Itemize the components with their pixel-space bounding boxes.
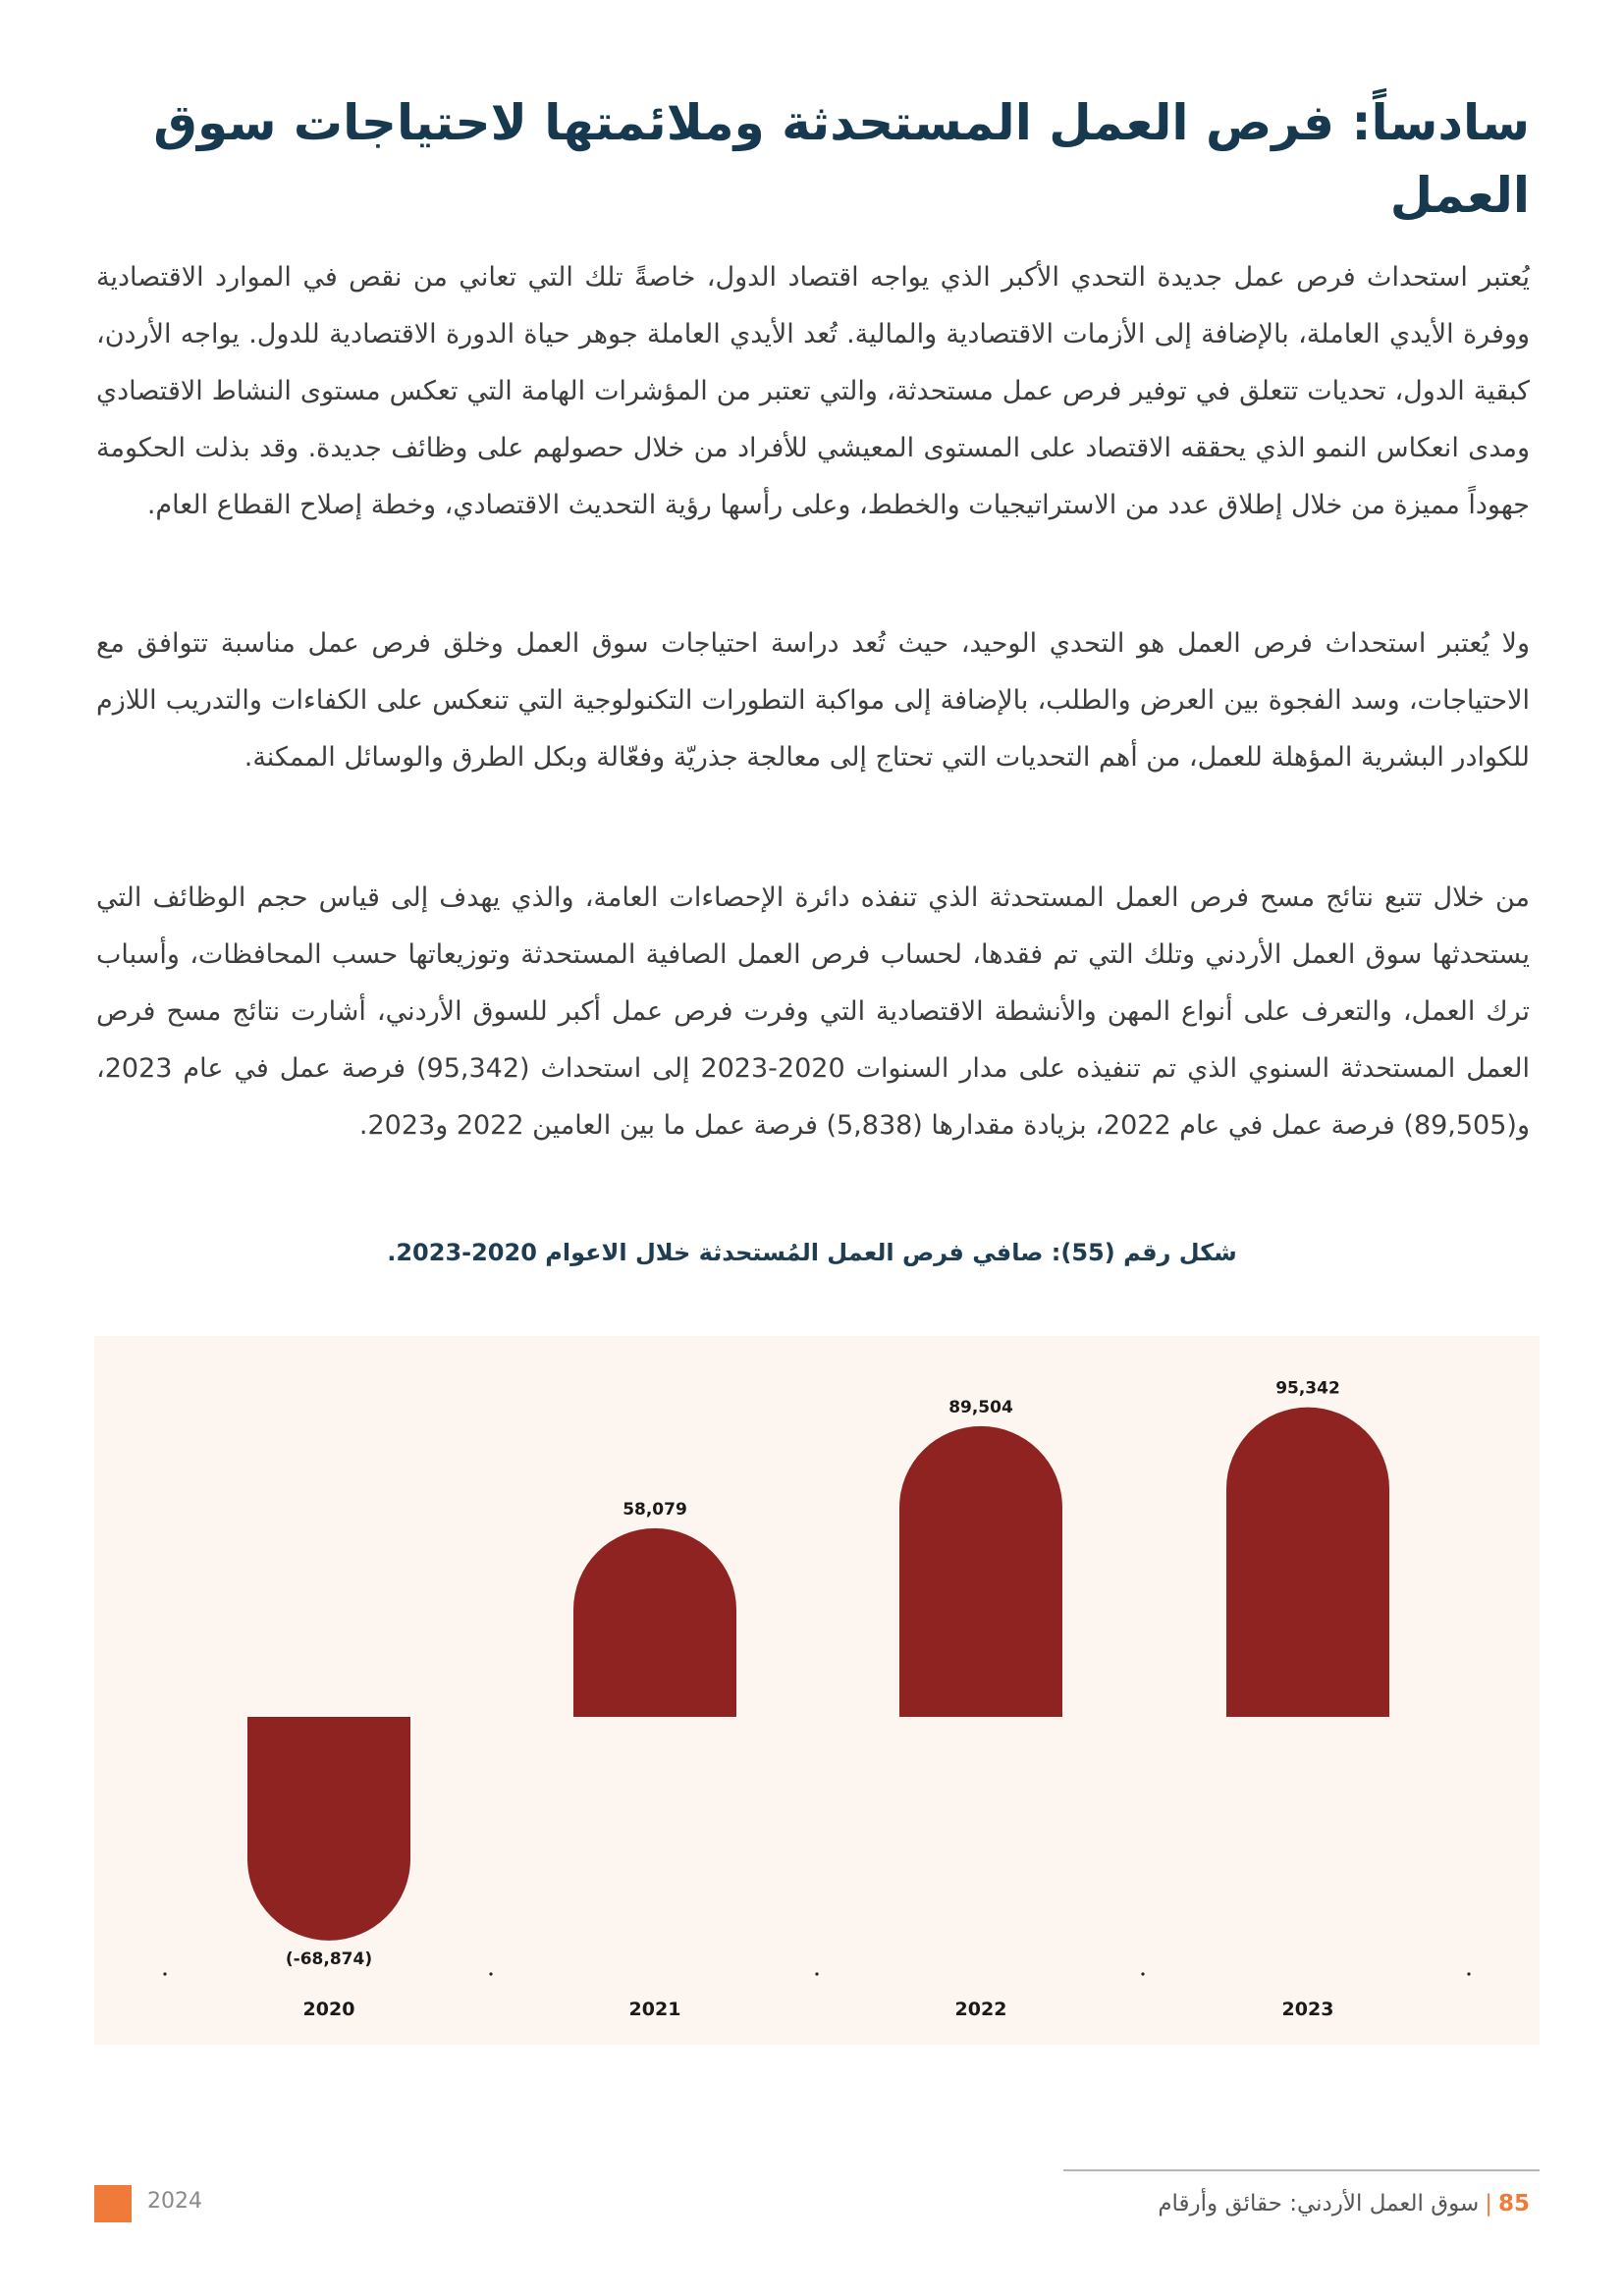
footer-accent-square [94,2185,132,2222]
footer-publication [1158,2191,1530,2216]
footer-separator: | [1485,2191,1492,2216]
bar-2023 [1226,1408,1389,1717]
data-label-2020: (-68,874) [285,1949,373,1969]
axis-tick-1 [489,1972,492,1975]
figure-caption: شكل رقم (55): صافي فرص العمل المُستحدثة خلال الاعوام 2020-2023. [387,1239,1237,1266]
axis-tick-3 [1141,1972,1144,1975]
footer-divider [1063,2169,1540,2171]
data-label-2023: 95,342 [1275,1378,1340,1399]
footer-year: 2024 [147,2189,202,2214]
bar-2020 [247,1717,410,1941]
paragraph-1: يُعتبر استحداث فرص عمل جديدة التحدي الأكبر الذي يواجه اقتصاد الدول، خاصةً تلك التي تعاني من نقص في الموارد الاقتصادية ووفرة الأيدي العاملة، بالإضافة إلى الأزمات الاقتصادية والمالية. تُعد الأيدي العاملة جوهر حياة الدورة الاقتصادية للدول. يواجه الأردن، كبقية الدول، تحديات تتعلق في توفير فرص عمل مستحدثة، والتي تعتبر من المؤشرات الهامة التي تعكس مستوى النشاط الاقتصادي ومدى انعكاس النمو الذي يحققه الاقتصاد على المستوى المعيشي للأفراد من خلال حصولهم على وظائف جديدة. وقد بذلت الحكومة جهوداً مميزة من خلال إطلاق عدد من الاستراتيجيات والخطط، وعلى رأسها رؤية التحديث الاقتصادي، وخطة إصلاح القطاع العام. [96,262,1530,520]
axis-tick-4 [1467,1972,1470,1975]
bar-chart [94,1336,1540,2045]
axis-tick-0 [163,1972,166,1975]
x-tick-label-2023: 2023 [1281,1999,1334,2020]
bar-2022 [899,1426,1062,1717]
x-tick-label-2022: 2022 [954,1999,1007,2020]
section-heading: سادساً: فرص العمل المستحدثة وملائمتها لاحتياجات سوق العمل [153,94,1530,224]
page-number: 85 [1497,2191,1530,2216]
axis-tick-2 [815,1972,818,1975]
paragraph-2: ولا يُعتبر استحداث فرص العمل هو التحدي الوحيد، حيث تُعد دراسة احتياجات سوق العمل وخلق فرص عمل مناسبة تتوافق مع الاحتياجات، وسد الفجوة بين العرض والطلب، بالإضافة إلى مواكبة التطورات التكنولوجية التي تنعكس على الكفاءات والتدريب اللازم للكوادر البشرية المؤهلة للعمل، من أهم التحديات التي تحتاج إلى معالجة جذريّة وفعّالة وبكل الطرق والوسائل الممكنة. [96,628,1530,773]
paragraph-3: من خلال تتبع نتائج مسح فرص العمل المستحدثة الذي تنفذه دائرة الإحصاءات العامة، والذي يهدف إلى قياس حجم الوظائف التي يستحدثها سوق العمل الأردني وتلك التي تم فقدها، لحساب فرص العمل الصافية المستحدثة وتوزيعاتها حسب المحافظات، وأسباب ترك العمل، والتعرف على أنواع المهن والأنشطة الاقتصادية التي وفرت فرص عمل أكبر للسوق الأردني، أشارت نتائج مسح فرص العمل المستحدثة السنوي الذي تم تنفيذه على مدار السنوات 2020-2023 إلى استحداث (95,342) فرصة عمل في عام 2023، و(89,505) فرصة عمل في عام 2022، بزيادة مقدارها (5,838) فرصة عمل ما بين العامين 2022 و2023. [96,882,1531,1141]
bar-2021 [573,1528,736,1717]
x-tick-label-2021: 2021 [628,1999,681,2020]
data-label-2021: 58,079 [623,1499,687,1520]
publication-title: سوق العمل الأردني: حقائق وأرقام [1158,2191,1480,2216]
data-label-2022: 89,504 [948,1397,1013,1417]
x-tick-label-2020: 2020 [302,1999,355,2020]
chart-canvas [94,1336,1540,2045]
